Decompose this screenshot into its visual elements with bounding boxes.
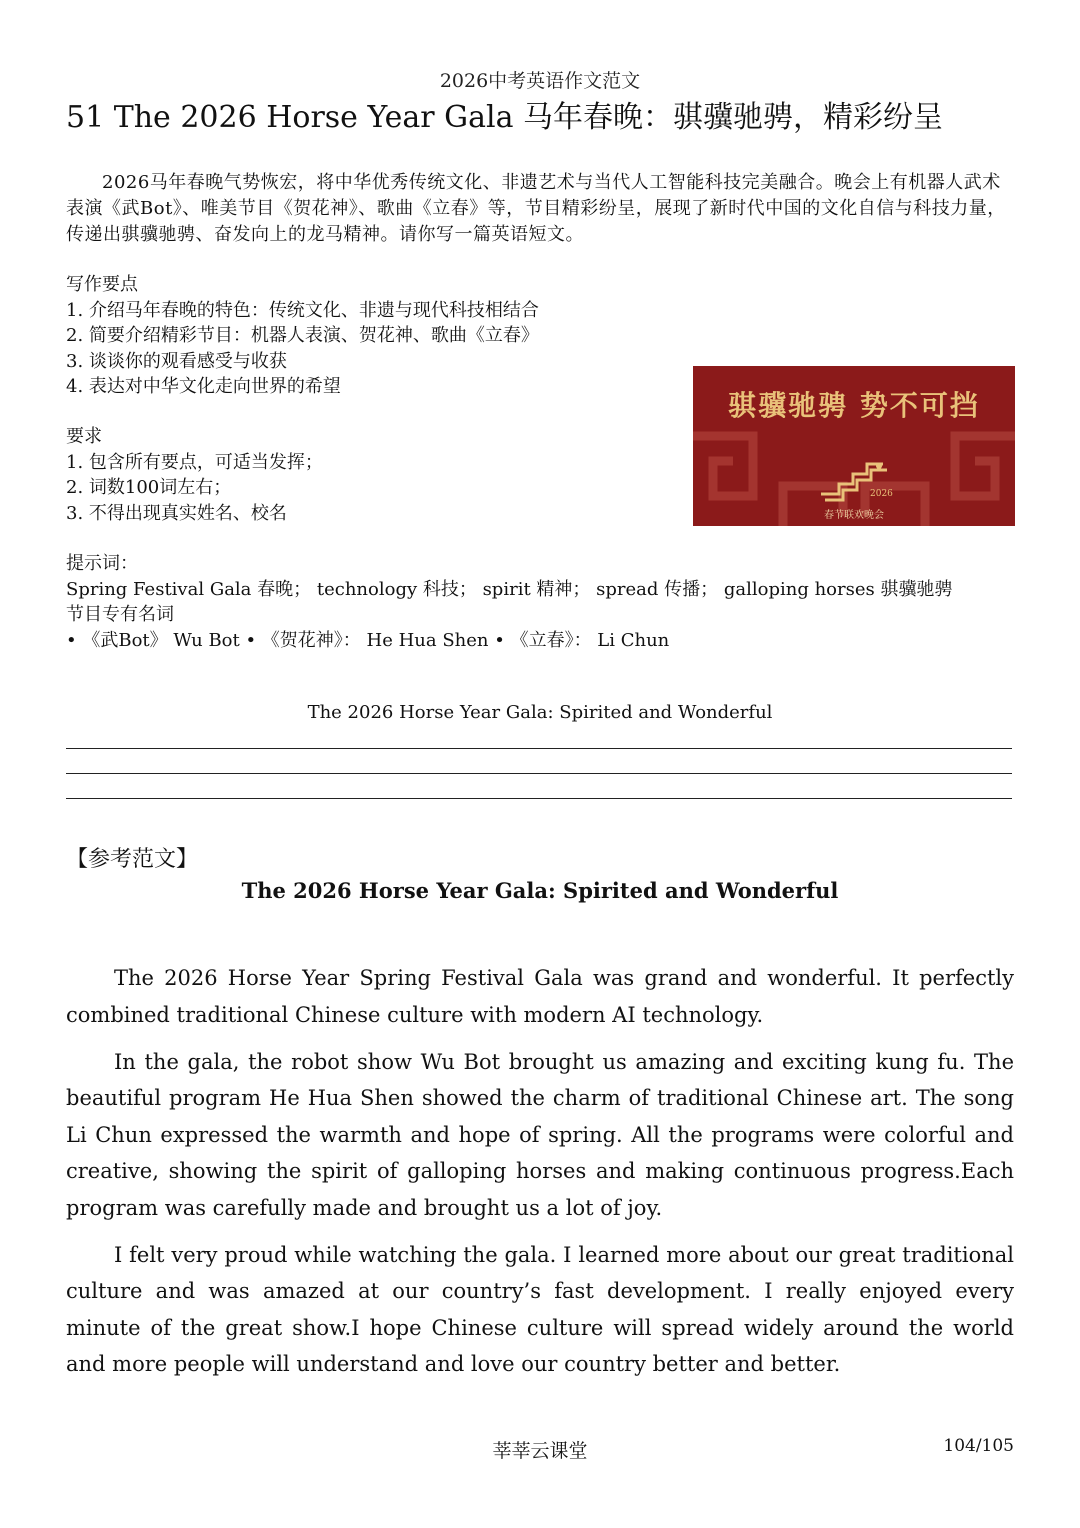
reference-essay bbox=[66, 960, 1014, 1393]
essay-paragraph: In the gala, the robot show Wu Bot brought us amazing and exciting kung fu. The beautiful program He Hua Shen showed the charm of traditional Chinese art. The song Li Chun expressed the warmth and hope of spring. All the programs were colorful and creative, showing the spirit of galloping horses and making continuous progress.Each program was carefully made and brought us a lot of joy. bbox=[66, 1049, 1014, 1220]
banner-caption: 春节联欢晚会 bbox=[824, 510, 884, 521]
task-intro: 2026马年春晚气势恢宏，将中华优秀传统文化、非遗艺术与当代人工智能科技完美融合。晚会上有机器人武术表演《武Bot》、唯美节目《贺花神》、歌曲《立春》等，节目精彩纷呈，展现了新时代中国的文化自信与科技力量，传递出骐骥驰骋、奋发向上的龙马精神。请你写一篇英语短文。 bbox=[66, 172, 1006, 245]
hint-words bbox=[66, 551, 1026, 653]
program-names: • 《武Bot》 Wu Bot • 《贺花神》： He Hua Shen • 《立春》： Li Chun bbox=[66, 629, 670, 651]
hints-heading: 提示词： bbox=[66, 553, 138, 574]
writing-points-heading: 写作要点 bbox=[66, 274, 138, 295]
requirements-heading: 要求 bbox=[66, 426, 102, 447]
writing-point-item: 4. 表达对中华文化走向世界的希望 bbox=[66, 376, 341, 397]
requirement-item: 3. 不得出现真实姓名、校名 bbox=[66, 502, 287, 524]
gala-banner-image bbox=[693, 366, 1015, 526]
banner-slogan: 骐骥驰骋 势不可挡 bbox=[728, 389, 980, 422]
requirements bbox=[66, 424, 666, 526]
reference-label: 【参考范文】 bbox=[66, 847, 199, 872]
requirement-item: 2. 词数100词左右； bbox=[66, 477, 232, 498]
program-names-heading: 节目专有名词 bbox=[66, 604, 174, 625]
reference-title: The 2026 Horse Year Gala: Spirited and Wonderful bbox=[241, 878, 839, 903]
answer-line bbox=[66, 773, 1012, 774]
page-title: 51 The 2026 Horse Year Gala 马年春晚：骐骥驰骋，精彩纷呈 bbox=[66, 100, 944, 135]
footer-brand: 莘莘云课堂 bbox=[492, 1440, 588, 1462]
writing-point-item: 1. 介绍马年春晚的特色：传统文化、非遗与现代科技相结合 bbox=[66, 299, 539, 321]
page-number: 104/105 bbox=[943, 1436, 1014, 1456]
answer-line bbox=[66, 748, 1012, 749]
essay-paragraph: I felt very proud while watching the gala. I learned more about our great traditional culture and was amazed at our country’s fast development. I really enjoyed every minute of the great show.I hope Chinese culture will spread widely around the world and more people will understand and love our country better and better. bbox=[66, 1242, 1014, 1376]
page-header: 2026中考英语作文范文 bbox=[439, 70, 641, 92]
writing-points bbox=[66, 272, 676, 400]
writing-title: The 2026 Horse Year Gala: Spirited and Wonderful bbox=[307, 702, 773, 723]
writing-point-item: 2. 简要介绍精彩节目：机器人表演、贺花神、歌曲《立春》 bbox=[66, 325, 539, 346]
banner-year: 2026 bbox=[870, 489, 893, 499]
hints-vocabulary: Spring Festival Gala 春晚； technology 科技； spirit 精神； spread 传播； galloping horses 骐骥驰骋 bbox=[66, 578, 953, 600]
answer-line bbox=[66, 798, 1012, 799]
requirement-item: 1. 包含所有要点，可适当发挥； bbox=[66, 451, 323, 473]
writing-point-item: 3. 谈谈你的观看感受与收获 bbox=[66, 350, 287, 372]
essay-paragraph: The 2026 Horse Year Spring Festival Gala was grand and wonderful. It perfectly combined traditional Chinese culture with modern AI technology. bbox=[66, 966, 1014, 1027]
